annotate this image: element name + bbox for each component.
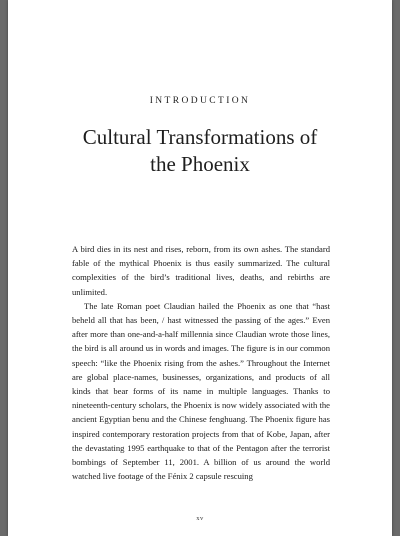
paragraph-1: A bird dies in its nest and rises, reborn, from its own ashes. The standard fable of the mythical Phoenix is thus easily summarized. The cultural complexities of the bird’s traditional lives, deaths, and rebirths are unlimited. (72, 244, 330, 297)
book-page (8, 0, 392, 536)
chapter-title-line-1: Cultural Transformations of (82, 125, 318, 149)
paragraph-2: The late Roman poet Claudian hailed the Phoenix as one that “hast beheld all that has been, / hast witnessed the passing of the ages.” Even after more than one-and-a-half millennia since Claudian wrote those lines, the bird is all around us in words and images. The figure is in our common speech: “like the Phoenix rising from the ashes.” Throughout the Internet are global place-names, businesses, organizations, and products of all kinds that bear forms of its name in multiple languages. Thanks to nineteenth-century scholars, the Phoenix is now widely associated with the ancient Egyptian benu and the Chinese fenghuang. The Phoenix figure has inspired contemporary restoration projects from that of Kobe, Japan, after the devastating 1995 earthquake to that of the Pentagon after the terrorist bombings of September 11, 2001. A billion of us around the world watched live footage of the Fénix 2 capsule rescuing (72, 300, 330, 482)
body-text (72, 242, 330, 483)
page-number: xv (196, 515, 204, 522)
chapter-label: INTRODUCTION (149, 96, 251, 106)
chapter-title-line-2: the Phoenix (150, 152, 250, 176)
chapter-title (8, 124, 392, 178)
